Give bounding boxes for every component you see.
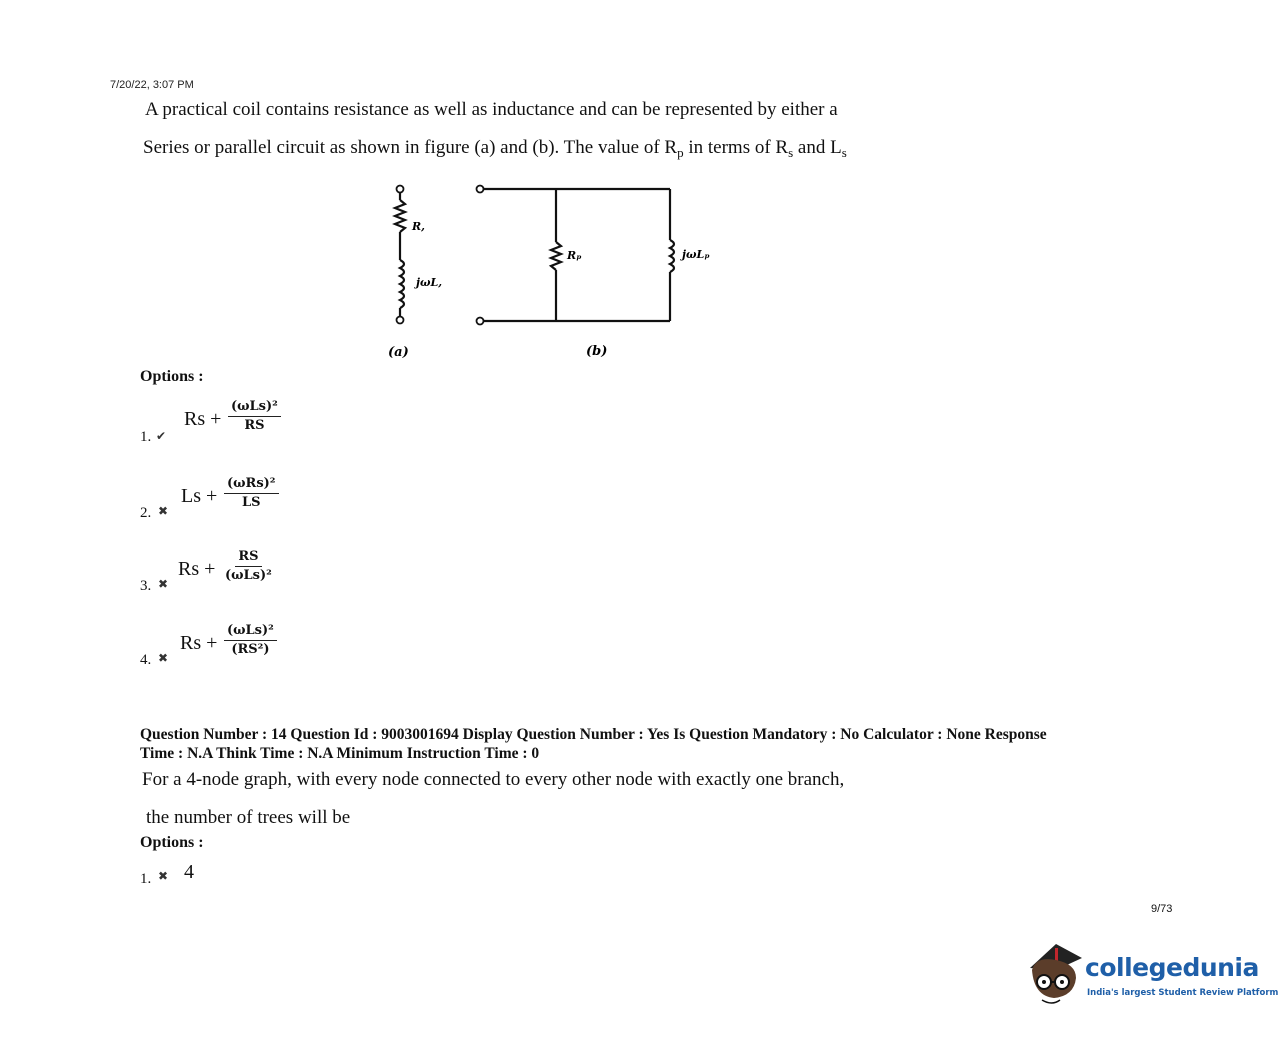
q13-option-2-cross-icon: ✖ xyxy=(158,504,169,518)
resistor-rp xyxy=(551,242,561,270)
page-number: 9/73 xyxy=(1151,903,1173,915)
q13-option-4-number: 4. xyxy=(140,652,152,668)
q13-option-3-cross-icon: ✖ xyxy=(158,577,169,591)
q13-option-1-numerator: (ωLs)² xyxy=(228,398,281,417)
q13-option-3-numerator: RS xyxy=(235,548,261,567)
q13-option-1-check-icon: ✔ xyxy=(156,429,167,443)
q13-options-title: Options : xyxy=(140,368,204,385)
q13-option-2-denominator: LS xyxy=(241,495,261,510)
q13-option-3-fraction xyxy=(222,548,275,585)
q13-option-1-number: 1. xyxy=(140,429,152,445)
figure-b-label: (b) xyxy=(586,344,608,359)
q13-option-1-fraction xyxy=(228,398,281,435)
brand-name: collegedunia xyxy=(1085,953,1259,982)
q13-option-3-lead: Rs + xyxy=(178,558,216,580)
question-13-line-1: A practical coil contains resistance as well as inductance and can be represented by either a xyxy=(145,99,838,120)
figure-a-label: (a) xyxy=(388,345,409,360)
q13-option-2-fraction xyxy=(224,475,279,512)
q13-option-4-numerator: (ωLs)² xyxy=(224,622,277,641)
rp-label: Rₚ xyxy=(567,249,582,262)
q14-option-1-number: 1. xyxy=(140,871,152,887)
circuit-figure xyxy=(380,178,740,368)
jwlp-label: jωLₚ xyxy=(682,248,710,261)
q13-option-2-number: 2. xyxy=(140,505,152,521)
inductor-lp xyxy=(670,240,674,272)
q14-options-title: Options : xyxy=(140,834,204,851)
question-14-line-2: the number of trees will be xyxy=(146,807,351,828)
q13-option-4-denominator: (RS²) xyxy=(231,642,270,657)
q13-option-2-numerator: (ωRs)² xyxy=(224,475,279,494)
question-14-meta-line-2: Time : N.A Think Time : N.A Minimum Instruction Time : 0 xyxy=(140,745,540,762)
q13-option-4-fraction xyxy=(224,622,277,659)
q14-option-1-cross-icon: ✖ xyxy=(158,869,169,883)
q13-option-4-cross-icon: ✖ xyxy=(158,651,169,665)
brand-tagline: India's largest Student Review Platform xyxy=(1087,988,1279,998)
q13-option-1-denominator: RS xyxy=(244,418,265,433)
question-14-meta-line-1: Question Number : 14 Question Id : 9003001694 Display Question Number : Yes Is Question Mandatory : No Calculator : None Response xyxy=(140,726,1047,743)
jwls-label: jωL, xyxy=(416,276,443,289)
inductor-ls xyxy=(400,260,404,308)
question-14-line-1: For a 4-node graph, with every node connected to every other node with exactly one branch, xyxy=(142,769,845,790)
question-13-line-2: Series or parallel circuit as shown in figure (a) and (b). The value of $R_p$ in terms of $R_s$ and $L_s$ xyxy=(143,137,847,160)
resistor-rs xyxy=(395,200,405,232)
series-circuit-a xyxy=(395,186,405,324)
q13-option-2-lead: Ls + xyxy=(181,485,218,507)
rs-label: R, xyxy=(412,220,425,233)
q13-option-4-lead: Rs + xyxy=(180,632,218,654)
q13-option-1-lead: Rs + xyxy=(184,408,222,430)
q13-option-3-denominator: (ωLs)² xyxy=(225,568,272,583)
q13-option-3-number: 3. xyxy=(140,578,152,594)
mascot-logo-icon xyxy=(1022,938,1088,1006)
timestamp: 7/20/22, 3:07 PM xyxy=(110,79,194,91)
q14-option-1-value: 4 xyxy=(184,861,194,883)
